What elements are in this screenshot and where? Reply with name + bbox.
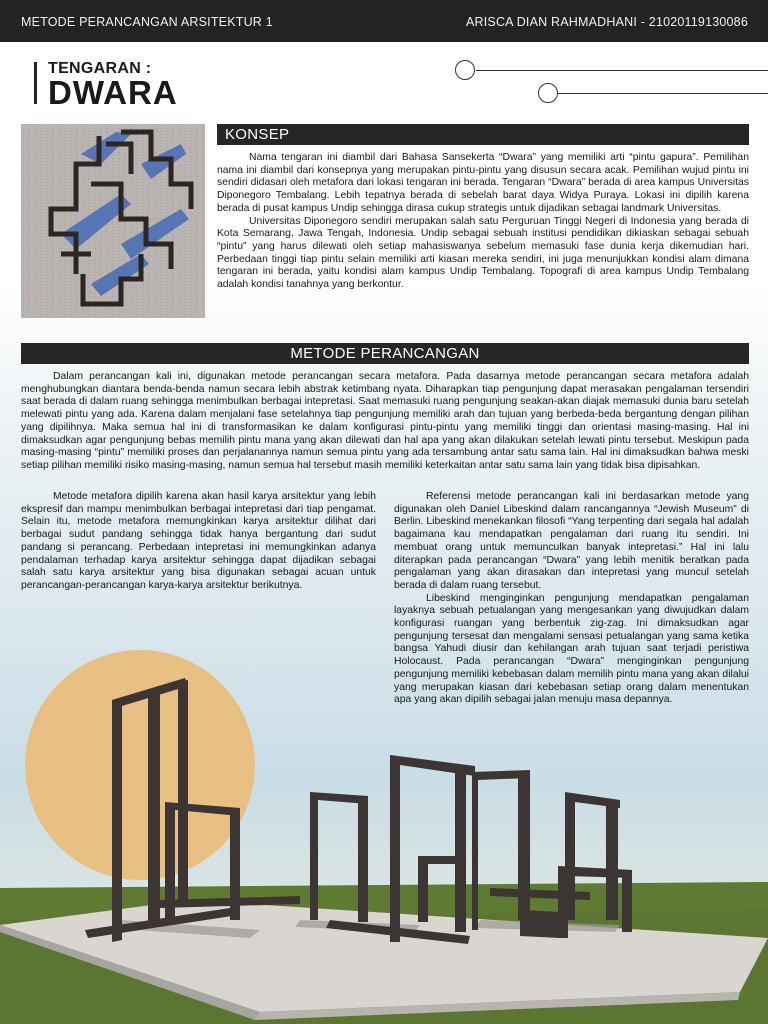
metode-intro xyxy=(21,371,749,473)
course-title: METODE PERANCANGAN ARSITEKTUR 1 xyxy=(21,15,273,29)
metode-header xyxy=(21,343,749,364)
author-name: ARISCA DIAN RAHMADHANI - 21020119130086 xyxy=(465,15,748,29)
left-column-paragraph: Metode metafora dipilih karena akan hasil karya arsitektur yang lebih ekspresif dan mampu menimbulkan berbagai intepretasi dari tiap pengamat. Selain itu, metode metafora memungkinkan karya arsitektur dilihat dari berbagai sudut pandang sehingga tidak hanya bergantung dari sudut pandang si perancang. Perbedaan intepretasi ini memungkinkan adanya pendalaman terhadap karya arsitektur sehingga dapat dijadikan sebagai salah satu karya arsitektur yang bisa digunakan sebagai acuan untuk perancangan-perancangan karya-karya arsitektur berikutnya. xyxy=(21,491,376,591)
konsep-paragraph: Universitas Diponegoro sendiri merupakan salah satu Perguruan Tinggi Negeri di Indonesia yang berada di Kota Semarang, Jawa Tengah, Indonesia. Undip sebagai sebuah institusi pendidikan dikiaskan sebagai sebuah “pintu” yang harus dilewati oleh setiap mahasiswanya sebelum memasuki fase dunia kerja dikemudian hari. Perbedaan tinggi tiap pintu selain memiliki arti kiasan mereka sendiri, ini juga menunjukkan kondisi alam dimana tengaran ini berada, yaitu kondisi alam kampus Undip Tembalang. Topografi di area kampus Undip Tembalang adalah kondisi tanahnya yang berkontur. xyxy=(217,215,749,291)
decor-line xyxy=(476,70,768,71)
metode-intro-paragraph: Dalam perancangan kali ini, digunakan metode perancangan secara metafora. Pada dasarnya metode perancangan secara metafora adalah menghubungkan diantara benda-benda namun secara lebih abstrak ketimbang nyata. Diharapkan tiap pengunjung dapat merasakan pengalaman tersendiri saat berada di dalam ruang sehingga menimbulkan berbagai intepretasi. Saat memasuki ruang pengunjung seakan-akan diajak memasuki dunia baru setelah melewati pintu yang ada. Karena dalam menjalani fase setelahnya tiap pengunjung memiliki arah dan tujuan yang berbeda-beda bergantung dengan pilihan yang dipilihnya. Maka semua hal ini di transformasikan ke dalam konfigurasi pintu-pintu yang memiliki tinggi dan orientasi masing-masing. Hal ini dimaksudkan agar pengunjung bebas memilih pintu mana yang akan dilewati dan hal apa yang akan dilakukan setelah lewati pintu tersebut. Meskipun pada masing-masing “pintu” memiliki proses dan perjalanannya namun semua pintu yang ada tersambung antar satu sama lain. Hal ini dimaksudkan bahwa meski setiap pilihan memiliki risiko masing-masing, namun semua hal tersebut masih memiliki keterkaitan antar satu sama lain yang tidak bisa dipisahkan. xyxy=(21,371,749,471)
right-column-paragraph: Libeskind menginginkan pengunjung mendapatkan pengalaman layaknya sebuah petualangan yang mengesankan yang diwujudkan dalam konfigurasi ruangan yang berbentuk zig-zag. Ini dimaksudkan agar pengunjung tersesat dan mengalami sensasi petualangan yang sama ketika bangsa Yahudi diusir dan kehilangan arah tujuan saat terjadi peristiwa Holocaust. Pada perancangan “Dwara” menginginkan pengunjung pengunjung memiliki kebebasan dalam memilih pintu mana yang akan dilalui yang merupakan kiasan dari kebebasan setiap orang dalam menentukan apa yang akan dipilih sebagai jalan menuju masa depannya. xyxy=(394,592,749,706)
decor-circle xyxy=(538,83,558,103)
title-accent-bar xyxy=(34,62,37,104)
metode-heading: METODE PERANCANGAN xyxy=(290,345,480,362)
landmark-render-illustration xyxy=(0,620,768,1024)
konsep-heading: KONSEP xyxy=(225,126,290,143)
right-column-paragraph: Referensi metode perancangan kali ini berdasarkan metode yang digunakan oleh Daniel Libeskind dalam rancangannya “Jewish Museum” di Berlin. Libeskind menekankan filosofi “Yang terpenting dari segala hal adalah bagaimana kau mendapatkan pengalaman dari ruang itu sendiri. Ini membuat orang untuk memunculkan banyak intepretasi.” Hal ini lalu diterapkan pada perancangan “Dwara” yang lebih menitik beratkan pada pengalaman yang akan dirasakan dan intepretasi yang muncul setelah berada di dalam ruang tersebut. xyxy=(394,491,749,591)
top-header-bar xyxy=(0,0,768,42)
page-title: DWARA xyxy=(48,74,178,111)
konsep-paragraph: Nama tengaran ini diambil dari Bahasa Sansekerta “Dwara” yang memiliki arti “pintu gapura”. Pemilihan nama ini diambil dari konsepnya yang merupakan pintu-pintu yang disusun secara acak. Pemilihan wujud pintu ini sendiri didasari oleh metafora dari lokasi tengaran ini berada. Tengaran “Dwara” berada di area kampus Universitas Diponegoro Tembalang. Lebih tepatnya berada di sebelah barat daya Widya Puraya. Lokasi ini dipilih karena berada di pusat kampus Undip sehingga dirasa cukup strategis untuk dijadikan sebagai landmark Universitas. xyxy=(217,152,749,214)
decor-circle xyxy=(455,60,475,80)
title-subheading: TENGARAN : xyxy=(48,60,152,77)
site-plan-image xyxy=(21,124,205,318)
konsep-body xyxy=(217,152,749,292)
konsep-header xyxy=(217,124,749,145)
metode-left-column xyxy=(21,491,376,593)
sun-circle xyxy=(25,650,255,880)
decor-line xyxy=(558,93,768,94)
